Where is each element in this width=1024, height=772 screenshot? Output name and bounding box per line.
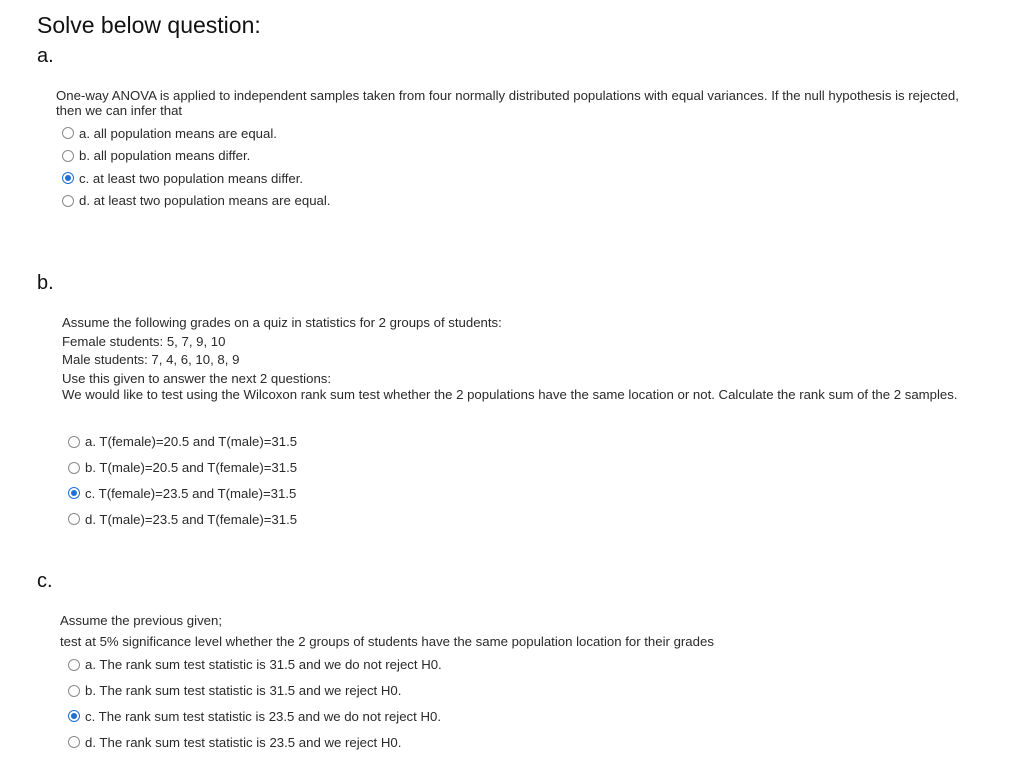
- radio-button-selected[interactable]: [62, 172, 74, 184]
- option-c-c[interactable]: [68, 704, 442, 730]
- option-b-d[interactable]: [68, 506, 297, 532]
- part-a-label: a.: [37, 45, 54, 67]
- question-b-options: [68, 429, 297, 532]
- radio-button[interactable]: [68, 659, 80, 671]
- option-label: c. The rank sum test statistic is 23.5 and we do not reject H0.: [85, 708, 441, 724]
- question-b-line: We would like to test using the Wilcoxon rank sum test whether the 2 populations have the same location or not. Calculate the rank sum of the 2 samples.: [62, 387, 958, 402]
- option-a-b[interactable]: [62, 145, 330, 168]
- option-label: b. The rank sum test statistic is 31.5 and we reject H0.: [85, 683, 402, 699]
- option-label: d. T(male)=23.5 and T(female)=31.5: [85, 511, 298, 527]
- option-c-b[interactable]: [68, 678, 442, 704]
- question-c-line: test at 5% significance level whether the 2 groups of students have the same population location for their grades: [60, 634, 714, 649]
- page-title: Solve below question:: [37, 12, 261, 38]
- question-c-options: [68, 652, 442, 755]
- radio-button[interactable]: [68, 462, 80, 474]
- option-label: b. T(male)=20.5 and T(female)=31.5: [85, 460, 298, 476]
- radio-button[interactable]: [68, 685, 80, 697]
- question-b-line: Use this given to answer the next 2 questions:: [62, 370, 332, 386]
- question-a-options: [62, 122, 330, 212]
- option-b-a[interactable]: [68, 429, 297, 455]
- question-c-text: [60, 610, 960, 652]
- radio-button[interactable]: [62, 127, 74, 139]
- option-b-b[interactable]: [68, 455, 297, 481]
- option-label: a. T(female)=20.5 and T(male)=31.5: [85, 434, 298, 450]
- option-c-d[interactable]: [68, 729, 442, 755]
- question-b-line: Male students: 7, 4, 6, 10, 8, 9: [62, 352, 240, 367]
- radio-button[interactable]: [68, 513, 80, 525]
- option-a-a[interactable]: [62, 122, 330, 145]
- part-b-label: b.: [37, 272, 54, 294]
- question-b-line: Assume the following grades on a quiz in statistics for 2 groups of students:: [62, 315, 502, 330]
- question-b-text: [62, 314, 962, 402]
- part-c-label: c.: [37, 570, 53, 592]
- radio-button-selected[interactable]: [68, 487, 80, 499]
- option-label: c. at least two population means differ.: [79, 170, 304, 186]
- question-a-text: [56, 88, 976, 118]
- option-label: a. The rank sum test statistic is 31.5 and we do not reject H0.: [85, 657, 442, 673]
- option-label: d. The rank sum test statistic is 23.5 and we reject H0.: [85, 734, 402, 750]
- option-label: c. T(female)=23.5 and T(male)=31.5: [85, 485, 297, 501]
- question-c-line: Assume the previous given;: [60, 613, 222, 628]
- option-label: b. all population means differ.: [79, 148, 251, 164]
- radio-button[interactable]: [68, 436, 80, 448]
- option-a-d[interactable]: [62, 190, 330, 213]
- option-c-a[interactable]: [68, 652, 442, 678]
- question-a-line: One-way ANOVA is applied to independent samples taken from four normally distributed populations with equal variances. If the null hypothesis is rejected, then we can infer that: [56, 88, 959, 118]
- option-label: d. at least two population means are equal.: [79, 193, 331, 209]
- question-b-line: Female students: 5, 7, 9, 10: [62, 333, 226, 349]
- option-label: a. all population means are equal.: [79, 125, 277, 141]
- radio-button[interactable]: [62, 195, 74, 207]
- radio-button[interactable]: [62, 150, 74, 162]
- radio-button-selected[interactable]: [68, 710, 80, 722]
- option-b-c[interactable]: [68, 481, 297, 507]
- radio-button[interactable]: [68, 736, 80, 748]
- option-a-c[interactable]: [62, 167, 330, 190]
